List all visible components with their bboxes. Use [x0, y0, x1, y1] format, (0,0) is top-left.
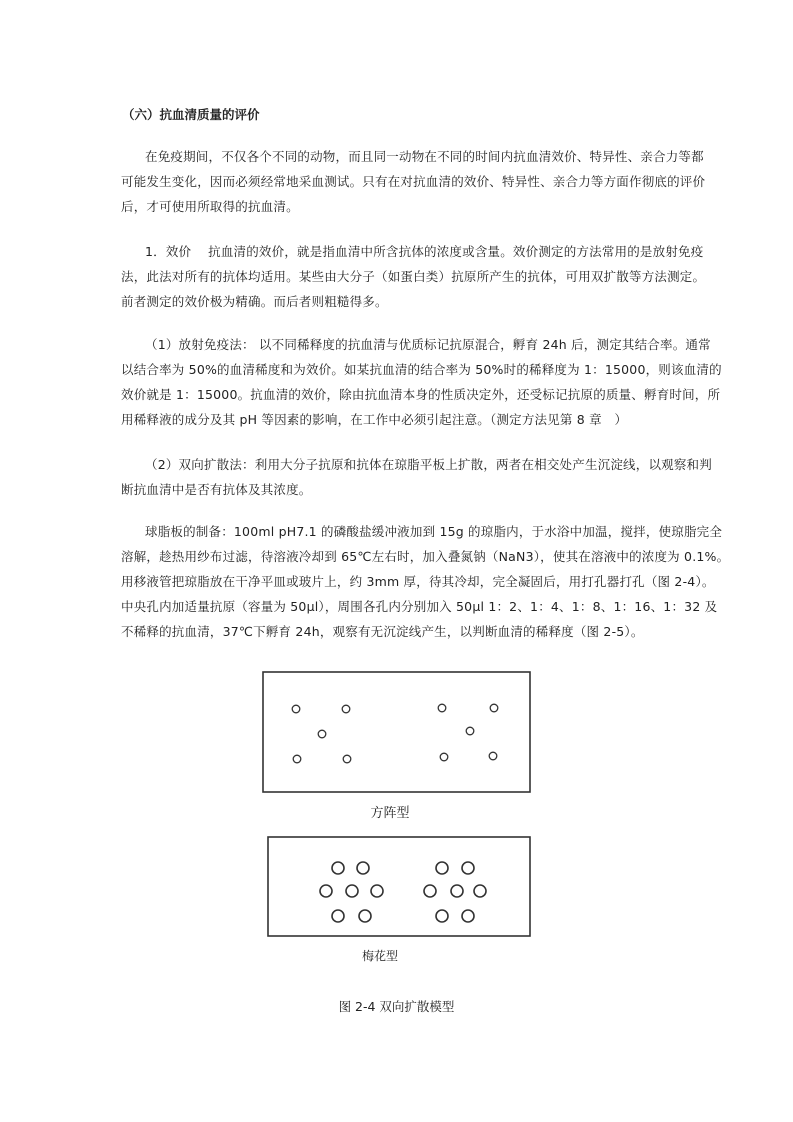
agar-well [332, 910, 344, 922]
section-title: （六）抗血清质量的评价 [122, 107, 260, 122]
paragraph-2-line: 1．效价 抗血清的效价，就是指血清中所含抗体的浓度或含量。效价测定的方法常用的是放射免疫 [145, 244, 704, 259]
paragraph-5-line: 不稀释的抗血清，37℃下孵育 24h，观察有无沉淀线产生，以判断血清的稀释度（图 2-5）。 [121, 624, 644, 639]
agar-well [318, 730, 326, 738]
paragraph-3-line: 用稀释液的成分及其 pH 等因素的影响，在工作中必须引起注意。（测定方法见第 8 章 ） [121, 412, 628, 427]
agar-plate-plum [268, 837, 530, 936]
agar-well [342, 705, 350, 713]
paragraph-1-line: 后，才可使用所取得的抗血清。 [121, 199, 299, 214]
agar-well [436, 862, 448, 874]
paragraph-1-line: 可能发生变化，因而必须经常地采血测试。只有在对抗血清的效价、特异性、亲合力等方面作彻底的评价 [121, 174, 706, 189]
paragraph-3-line: （1）放射免疫法： 以不同稀释度的抗血清与优质标记抗原混合，孵育 24h 后，测定其结合率。通常 [145, 337, 711, 352]
paragraph-3-line: 以结合率为 50%的血清稀度和为效价。如某抗血清的结合率为 50%时的稀释度为 1：15000，则该血清的 [121, 362, 722, 377]
paragraph-3-line: 效价就是 1：15000。抗血清的效价，除由抗血清本身的性质决定外，还受标记抗原的质量、孵育时间，所 [121, 387, 721, 402]
agar-well [462, 910, 474, 922]
agar-plate-square [263, 672, 530, 792]
paragraph-5-line: 球脂板的制备：100ml pH7.1 的磷酸盐缓冲液加到 15g 的琼脂内，于水浴中加温，搅拌，使琼脂完全 [145, 524, 723, 539]
paragraph-4-line: （2）双向扩散法：利用大分子抗原和抗体在琼脂平板上扩散，两者在相交处产生沉淀线，以观察和判 [145, 457, 712, 472]
agar-well [490, 704, 498, 712]
agar-well [357, 862, 369, 874]
agar-well [438, 704, 446, 712]
paragraph-2-line: 前者测定的效价极为精确。而后者则粗糙得多。 [121, 294, 388, 309]
agar-well [466, 727, 474, 735]
agar-well [436, 910, 448, 922]
agar-well [343, 755, 351, 763]
label-square-pattern: 方阵型 [370, 806, 410, 821]
agar-well [292, 705, 300, 713]
paragraph-1-line: 在免疫期间，不仅各个不同的动物，而且同一动物在不同的时间内抗血清效价、特异性、亲合力等都 [145, 149, 704, 164]
agar-well [440, 753, 448, 761]
agar-well [451, 885, 463, 897]
paragraph-5-line: 用移液管把琼脂放在干净平皿或玻片上，约 3mm 厚，待其冷却，完全凝固后，用打孔器打孔（图 2-4）。 [121, 574, 715, 589]
agar-well [332, 862, 344, 874]
agar-well [424, 885, 436, 897]
paragraph-5-line: 中央孔内加适量抗原（容量为 50μl），周围各孔内分别加入 50μl 1：2、1：4、1：8、1：16、1：32 及 [121, 599, 718, 614]
agar-well [462, 862, 474, 874]
agar-well [359, 910, 371, 922]
agar-well [474, 885, 486, 897]
figure-caption: 图 2-4 双向扩散模型 [338, 999, 455, 1014]
paragraph-2-line: 法，此法对所有的抗体均适用。某些由大分子（如蛋白类）抗原所产生的抗体，可用双扩散等方法测定。 [121, 269, 706, 284]
agar-well [320, 885, 332, 897]
label-plum-pattern: 梅花型 [361, 949, 399, 963]
paragraph-4-line: 断抗血清中是否有抗体及其浓度。 [121, 482, 312, 497]
agar-well [293, 755, 301, 763]
agar-well [489, 752, 497, 760]
paragraph-5-line: 溶解，趁热用纱布过滤，待溶液冷却到 65℃左右时，加入叠氮钠（NaN3），使其在溶液中的浓度为 0.1%。 [121, 549, 730, 564]
agar-well [346, 885, 358, 897]
agar-well [371, 885, 383, 897]
